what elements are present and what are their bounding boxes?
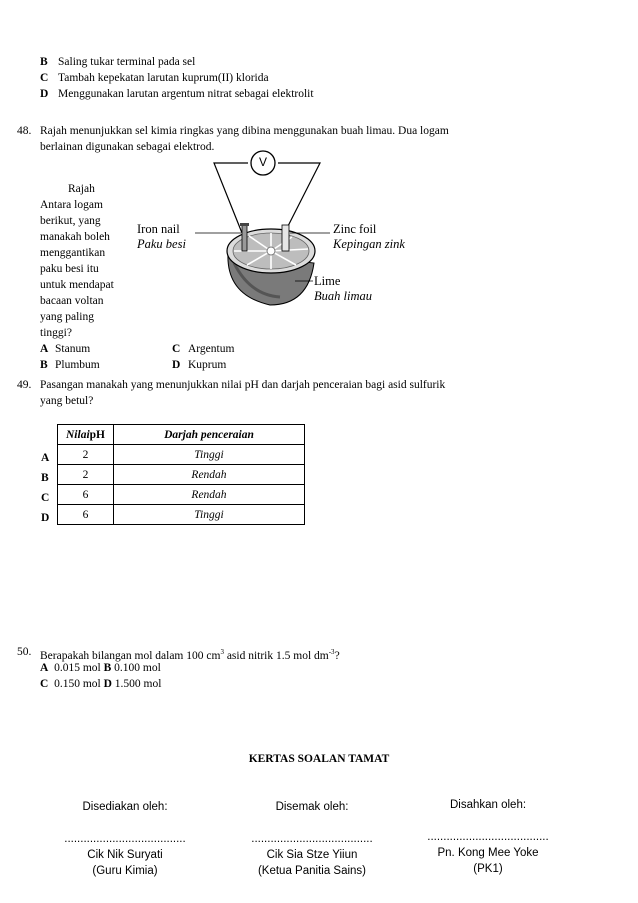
q50-sup1: 3 xyxy=(220,648,224,656)
q50-text-b: asid nitrik 1.5 mol dm xyxy=(223,649,329,662)
end-title: KERTAS SOALAN TAMAT xyxy=(248,753,390,765)
q48-side-text-0: Rajah xyxy=(68,183,95,195)
voltmeter-label: V xyxy=(259,155,268,169)
q48-line1: Rajah menunjukkan sel kimia ringkas yang dibina menggunakan buah limau. Dua logam xyxy=(40,125,449,137)
q50-sup2: -3 xyxy=(328,648,335,656)
wire-right xyxy=(278,163,320,230)
signature-title: (PK1) xyxy=(473,863,503,875)
q50-opt-d-letter: D xyxy=(103,678,112,690)
q48-side-text-9: tinggi? xyxy=(40,327,72,339)
signature-dots: ...................................... xyxy=(251,833,373,845)
signature-prepared xyxy=(45,799,205,879)
q48-line2: berlainan digunakan sebagai elektrod. xyxy=(40,141,215,153)
q48-side-text-5: paku besi itu xyxy=(40,263,99,275)
q50-options-line1 xyxy=(40,661,161,675)
row-c-darjah: Rendah xyxy=(114,485,305,505)
row-d-ph: 6 xyxy=(58,505,114,525)
iron-nail-electrode xyxy=(242,225,247,251)
q48-option-d-text: Kuprum xyxy=(188,359,227,371)
q47-option-d-letter: D xyxy=(40,88,49,100)
table-header-row xyxy=(58,425,305,445)
zinc-foil-electrode xyxy=(282,225,289,251)
q48-option-c-letter: C xyxy=(172,343,181,355)
q50-opt-d: 1.500 mol xyxy=(114,678,162,690)
header-ph: pH xyxy=(89,428,105,441)
kepingan-zink-label: Kepingan zink xyxy=(333,237,405,251)
table-row xyxy=(58,445,305,465)
lime-label: Lime xyxy=(314,274,341,288)
q50-options-line2 xyxy=(40,677,161,691)
q48-option-b-text: Plumbum xyxy=(55,359,100,371)
signature-role: Disahkan oleh: xyxy=(449,799,527,811)
signature-dots: ...................................... xyxy=(64,833,186,845)
paku-besi-label: Paku besi xyxy=(137,237,186,251)
row-d-letter: D xyxy=(41,512,50,524)
lime-label-pointer xyxy=(295,278,315,288)
signature-role: Disediakan oleh: xyxy=(82,801,168,813)
table-row xyxy=(58,505,305,525)
signature-role: Disemak oleh: xyxy=(275,801,349,813)
q50-opt-a: 0.015 mol xyxy=(54,662,101,674)
q48-side-text-6: untuk mendapat xyxy=(40,279,114,291)
q49-line1: Pasangan manakah yang menunjukkan nilai pH dan darjah penceraian bagi asid sulfurik xyxy=(40,379,446,391)
row-a-letter: A xyxy=(41,452,50,464)
q47-option-c-text: Tambah kepekatan larutan kuprum(II) klorida xyxy=(58,72,269,84)
q50-text-c: ? xyxy=(334,649,340,662)
buah-limau-label: Buah limau xyxy=(314,289,372,303)
q49-line2: yang betul? xyxy=(40,395,94,407)
q48-option-a-letter: A xyxy=(40,343,49,355)
signature-approved xyxy=(408,797,568,877)
row-c-letter: C xyxy=(41,492,50,504)
signature-title: (Guru Kimia) xyxy=(92,865,158,877)
row-a-ph: 2 xyxy=(58,445,114,465)
row-b-ph: 2 xyxy=(58,465,114,485)
row-a-darjah: Tinggi xyxy=(114,445,305,465)
q47-option-b-letter: B xyxy=(40,56,48,68)
q48-side-text-7: bacaan voltan xyxy=(40,295,104,307)
header-nilai: Nilai xyxy=(66,428,90,441)
table-row xyxy=(58,485,305,505)
q47-option-c-letter: C xyxy=(40,72,49,84)
q50-opt-b-letter: B xyxy=(103,662,112,674)
q47-option-d-text: Menggunakan larutan argentum nitrat sebagai elektrolit xyxy=(58,88,314,100)
q50-opt-a-letter: A xyxy=(40,662,49,674)
table-row xyxy=(58,465,305,485)
q50-opt-c-letter: C xyxy=(40,678,49,690)
signature-checked xyxy=(232,799,392,879)
iron-nail-label: Iron nail xyxy=(137,222,180,236)
zinc-foil-label: Zinc foil xyxy=(333,222,377,236)
q50-opt-b: 0.100 mol xyxy=(114,662,161,674)
q48-side-text-1: Antara logam xyxy=(40,199,103,211)
q48-option-d-letter: D xyxy=(172,359,181,371)
signature-dots: ...................................... xyxy=(427,831,549,843)
signature-title: (Ketua Panitia Sains) xyxy=(257,865,367,877)
header-nilai-ph xyxy=(58,425,114,445)
row-b-darjah: Rendah xyxy=(114,465,305,485)
row-d-darjah: Tinggi xyxy=(114,505,305,525)
signature-name: Pn. Kong Mee Yoke xyxy=(437,847,539,859)
header-darjah: Darjah penceraian xyxy=(114,425,305,445)
q48-side-text-2: berikut, yang xyxy=(40,215,101,227)
q50-number: 50. xyxy=(17,646,32,658)
signature-name: Cik Sia Stze Yiiun xyxy=(266,849,358,861)
q50-text-a: Berapakah bilangan mol dalam 100 cm xyxy=(40,649,221,662)
q48-option-b-letter: B xyxy=(40,359,48,371)
signature-name: Cik Nik Suryati xyxy=(87,849,163,861)
q48-side-text-4: menggantikan xyxy=(40,247,106,259)
q48-side-text-3: manakah boleh xyxy=(40,231,110,243)
q48-side-text-8: yang paling xyxy=(40,311,94,323)
row-b-letter: B xyxy=(41,472,49,484)
q47-option-b-text: Saling tukar terminal pada sel xyxy=(58,56,196,68)
q48-number: 48. xyxy=(17,125,32,137)
q48-option-a-text: Stanum xyxy=(55,343,91,355)
q48-option-c-text: Argentum xyxy=(188,343,235,355)
q49-table xyxy=(57,424,305,525)
row-c-ph: 6 xyxy=(58,485,114,505)
q49-number: 49. xyxy=(17,379,32,391)
q50-opt-c: 0.150 mol xyxy=(54,678,101,690)
